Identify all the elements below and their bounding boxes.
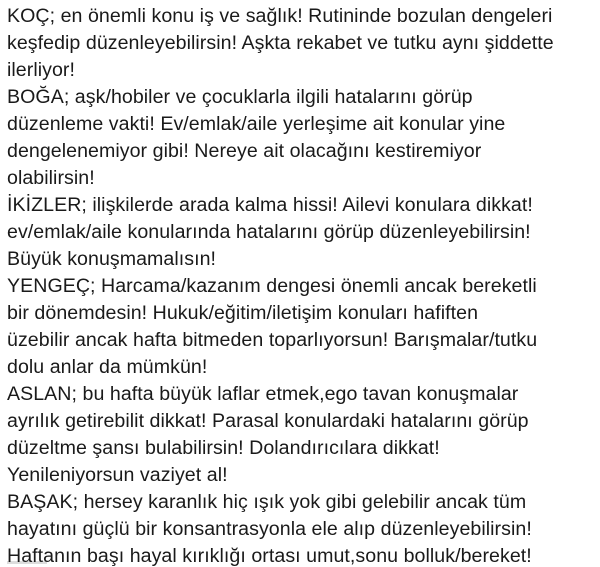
text-line: ev/emlak/aile konularında hatalarını görüp düzenleyebilirsin! [7,221,531,243]
cropped-next-line [7,561,67,567]
text-line: üzebilir ancak hafta bitmeden toparlıyorsun! Barışmalar/tutku [7,329,538,351]
text-line: BAŞAK; hersey karanlık hiç ışık yok gibi gelebilir ancak tüm [7,491,527,513]
text-line: YENGEÇ; Harcama/kazanım dengesi önemli ancak bereketli [7,275,537,297]
text-line: düzeltme şansı bulabilirsin! Dolandırıcılara dikkat! [7,437,440,459]
text-line: Büyük konuşmamalısın! [7,248,217,270]
text-line: dengelenemiyor gibi! Nereye ait olacağını kestiremiyor [7,140,482,162]
text-line: Haftanın başı hayal kırıklığı ortası umut,sonu bolluk/bereket! [7,545,532,567]
text-line: ayrılık getirebilit dikkat! Parasal konulardaki hatalarını görüp [7,410,529,432]
text-line: ASLAN; bu hafta büyük laflar etmek,ego tavan konuşmalar [7,383,519,405]
text-line: BOĞA; aşk/hobiler ve çocuklarla ilgili hatalarını görüp [7,86,473,108]
text-line: keşfedip düzenleyebilirsin! Aşkta rekabet ve tutku aynı şiddette [7,32,554,54]
text-line: bir dönemdesin! Hukuk/eğitim/iletişim konuları hafiften [7,302,479,324]
text-line: olabilirsin! [7,167,95,189]
text-line: ilerliyor! [7,59,75,81]
text-line: dolu anlar da mümkün! [7,356,208,378]
text-line: düzenleme vakti! Ev/emlak/aile yerleşime ait konular yine [7,113,506,135]
text-line: Yenileniyorsun vaziyet al! [7,464,228,486]
text-line: İKİZLER; ilişkilerde arada kalma hissi! Ailevi konulara dikkat! [7,194,533,216]
text-line: hayatını güçlü bir konsantrasyonla ele alıp düzenleyebilirsin! [7,518,532,540]
text-line: KOÇ; en önemli konu iş ve sağlık! Rutininde bozulan dengeleri [7,5,553,27]
